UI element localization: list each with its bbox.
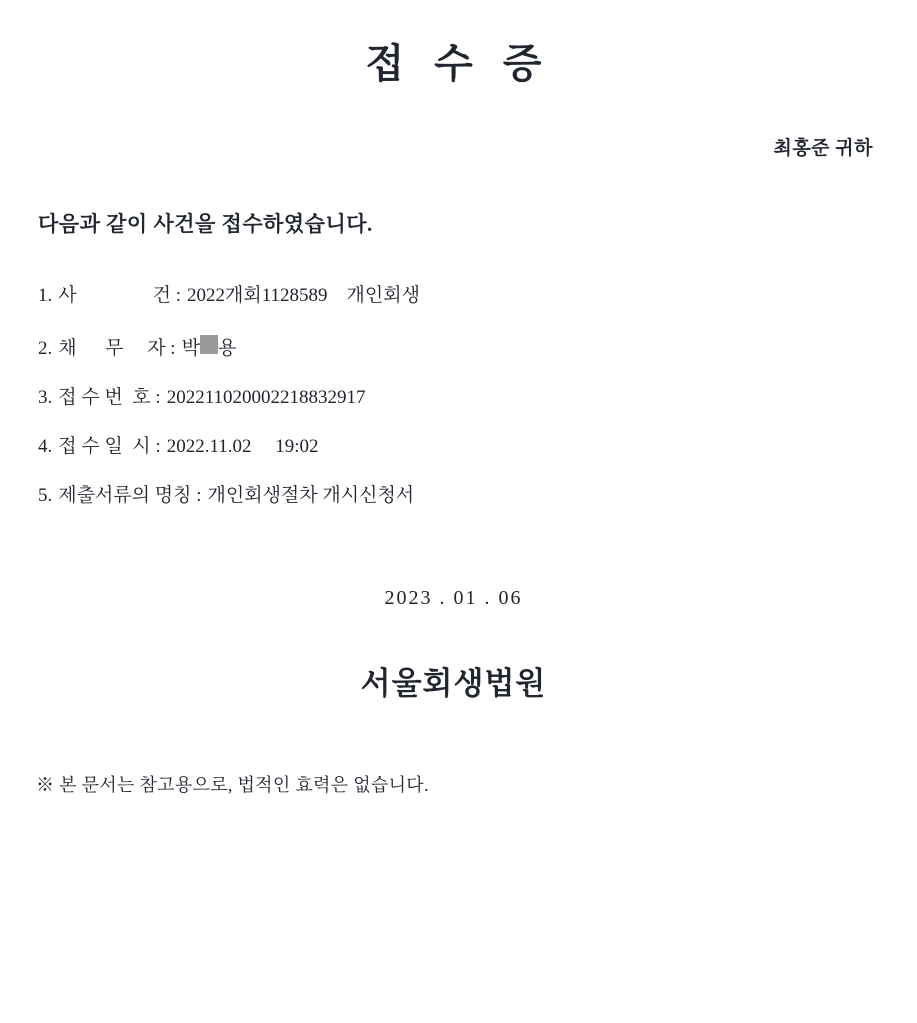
item-value: 2022.11.02 19:02 [166, 436, 319, 457]
item-label: 사 건 : [58, 285, 181, 306]
recipient-name: 최홍준 귀하 [773, 138, 873, 159]
page-title: 접 수 증 [365, 41, 552, 86]
item-value: 2022개회1128589 개인회생 [187, 285, 420, 306]
list-item [38, 286, 917, 305]
item-label: 제출서류의 명칭 : [58, 485, 202, 506]
legal-disclaimer: ※ 본 문서는 참고용으로, 법적인 효력은 없습니다. [36, 775, 429, 795]
receipt-document-page [0, 32, 917, 1023]
item-label: 접 수 번 호 : [58, 387, 161, 408]
item-number: 2. [38, 338, 53, 359]
list-item [38, 388, 917, 407]
list-item [38, 486, 917, 505]
item-number: 4. [38, 436, 53, 457]
list-item [38, 437, 917, 456]
item-label: 접 수 일 시 : [58, 436, 161, 457]
list-item [38, 335, 917, 358]
court-name: 서울회생법원 [360, 666, 547, 701]
redaction-block [200, 335, 218, 354]
item-number: 1. [38, 285, 53, 306]
item-value: 개인회생절차 개시신청서 [207, 485, 415, 506]
lead-sentence: 다음과 같이 사건을 접수하였습니다. [38, 212, 373, 236]
item-value: 202211020002218832917 [166, 387, 366, 408]
item-value-suffix: 용 [217, 338, 237, 359]
item-number: 5. [38, 485, 53, 506]
case-details-list [0, 286, 917, 505]
issue-date: 2023 . 01 . 06 [384, 587, 523, 609]
item-number: 3. [38, 387, 53, 408]
item-value-prefix: 박 [181, 338, 200, 359]
item-label: 채 무 자 : [58, 338, 176, 359]
